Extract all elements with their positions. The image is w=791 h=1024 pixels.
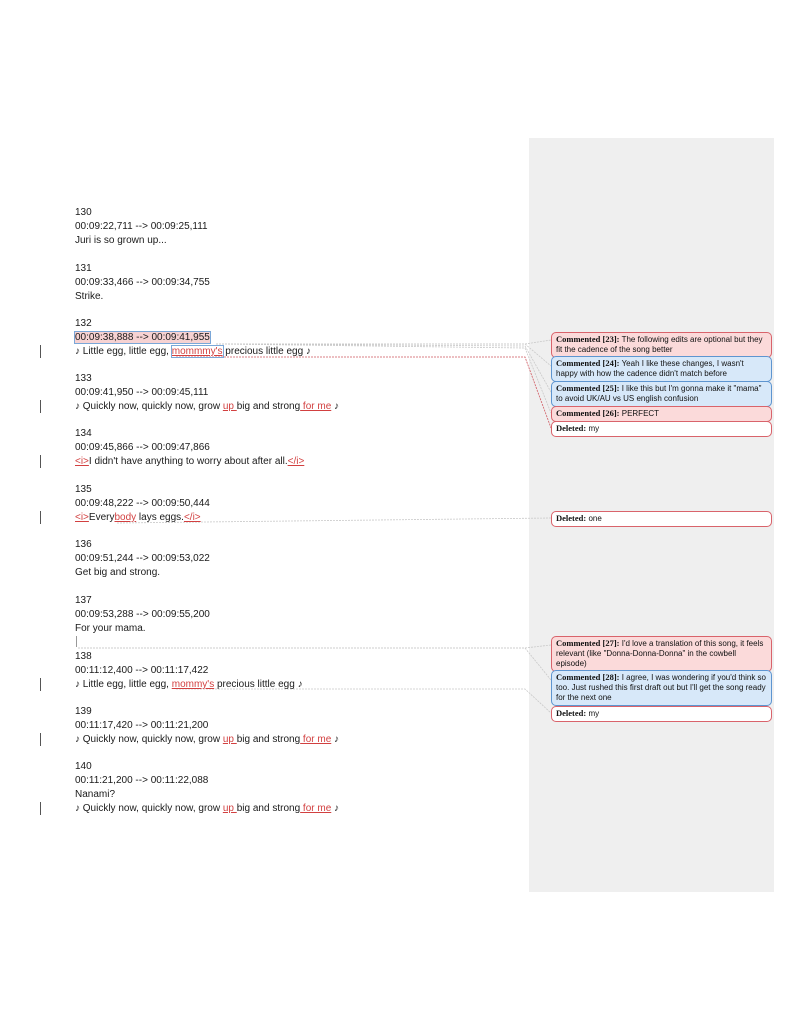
entry-text[interactable]: ♪ Quickly now, quickly now, grow up big and strong for me ♪ — [75, 401, 340, 412]
subtitle-entry — [75, 483, 210, 525]
entry-text[interactable]: ♪ Little egg, little egg, mommmy's precious little egg ♪ — [75, 346, 311, 357]
entry-text[interactable]: Nanami? — [75, 789, 116, 800]
entry-text[interactable]: For your mama. — [75, 623, 146, 634]
subtitle-entry — [75, 705, 339, 747]
entry-timecode[interactable]: 00:11:21,200 --> 00:11:22,088 — [75, 775, 209, 786]
entry-number: 130 — [75, 207, 92, 218]
subtitle-entry — [75, 317, 311, 359]
entry-timecode[interactable]: 00:11:17,420 --> 00:11:21,200 — [75, 720, 209, 731]
entry-number: 137 — [75, 595, 92, 606]
inserted-text: </i> — [183, 512, 201, 523]
deletion-balloon[interactable] — [551, 706, 772, 722]
entry-timecode[interactable]: 00:09:45,866 --> 00:09:47,866 — [75, 442, 210, 453]
subtitle-entry — [75, 372, 339, 414]
entry-text[interactable]: Get big and strong. — [75, 567, 161, 578]
text-cursor — [76, 636, 77, 647]
comment-label: Commented [24]: — [556, 358, 620, 368]
comment-text: I like this but I'm gonna make it "mama" to avoid UK/AU vs US english confusion — [556, 384, 762, 403]
entry-number: 138 — [75, 651, 92, 662]
inserted-text: body — [114, 512, 137, 523]
subtitle-entry — [75, 760, 339, 816]
entry-text[interactable]: <i>I didn't have anything to worry about after all.</i> — [75, 456, 305, 467]
inserted-text: for me — [300, 401, 332, 412]
inserted-text: for me — [300, 803, 332, 814]
deletion-balloon[interactable] — [551, 421, 772, 437]
entry-number: 131 — [75, 263, 92, 274]
comment-label: Commented [28]: — [556, 672, 620, 682]
entry-text[interactable]: Juri is so grown up... — [75, 235, 167, 246]
change-bar — [40, 511, 41, 524]
comment-text: I'd love a translation of this song, it feels relevant (like "Donna-Donna-Donna" in the cowbell episode) — [556, 639, 764, 668]
comment-balloon[interactable] — [551, 356, 772, 382]
inserted-text: </i> — [287, 456, 305, 467]
subtitle-entry — [75, 206, 208, 248]
subtitle-entry — [75, 594, 210, 636]
inserted-text: mommy's — [171, 679, 215, 690]
deletion-balloon[interactable] — [551, 511, 772, 527]
entry-timecode[interactable] — [75, 331, 311, 345]
comment-label: Commented [27]: — [556, 638, 620, 648]
inserted-text: <i> — [75, 456, 89, 467]
inserted-text: <i> — [75, 512, 89, 523]
deleted-text: my — [588, 424, 600, 433]
entry-number: 140 — [75, 761, 92, 772]
entry-number: 133 — [75, 373, 92, 384]
inserted-text: up — [222, 803, 237, 814]
entry-timecode[interactable]: 00:09:48,222 --> 00:09:50,444 — [75, 498, 210, 509]
inserted-text: mommmy's — [171, 346, 223, 357]
subtitle-entry — [75, 538, 210, 580]
change-bar — [40, 802, 41, 815]
entry-text[interactable]: ♪ Quickly now, quickly now, grow up big and strong for me ♪ — [75, 803, 340, 814]
commented-timecode[interactable]: 00:09:38,888 --> 00:09:41,955 — [75, 332, 210, 343]
comment-text: I agree, I was wondering if you'd think so too. Just rushed this first draft out but I'll get the song ready for the next one — [556, 673, 767, 702]
comment-label: Commented [25]: — [556, 383, 620, 393]
subtitle-entry — [75, 427, 304, 469]
deleted-text: one — [588, 514, 602, 523]
comment-text: Yeah I like these changes, I wasn't happy with how the cadence didn't match before — [556, 359, 744, 378]
entry-number: 139 — [75, 706, 92, 717]
deletion-label: Deleted: — [556, 708, 587, 718]
entry-number: 134 — [75, 428, 92, 439]
change-bar — [40, 400, 41, 413]
entry-timecode[interactable]: 00:09:41,950 --> 00:09:45,111 — [75, 387, 209, 398]
entry-timecode[interactable]: 00:09:51,244 --> 00:09:53,022 — [75, 553, 210, 564]
comment-balloon[interactable] — [551, 670, 772, 706]
change-bar — [40, 345, 41, 358]
deleted-text: my — [588, 709, 600, 718]
entry-text[interactable]: <i>Everybody lays eggs.</i> — [75, 512, 201, 523]
entry-timecode[interactable]: 00:09:22,711 --> 00:09:25,111 — [75, 221, 208, 232]
inserted-text: up — [222, 734, 237, 745]
inserted-text: up — [222, 401, 237, 412]
connector-line — [78, 645, 551, 648]
entry-number: 135 — [75, 484, 92, 495]
deletion-label: Deleted: — [556, 423, 587, 433]
change-bar — [40, 455, 41, 468]
comment-balloon[interactable] — [551, 636, 772, 672]
entry-timecode[interactable]: 00:09:53,288 --> 00:09:55,200 — [75, 609, 210, 620]
subtitle-entry — [75, 650, 303, 692]
comment-balloon[interactable] — [551, 381, 772, 407]
entry-number: 132 — [75, 318, 92, 329]
comment-label: Commented [26]: — [556, 408, 620, 418]
entry-text[interactable]: ♪ Little egg, little egg, mommy's precious little egg ♪ — [75, 679, 303, 690]
comment-text: PERFECT — [621, 409, 660, 418]
entry-text[interactable]: ♪ Quickly now, quickly now, grow up big and strong for me ♪ — [75, 734, 340, 745]
change-bar — [40, 733, 41, 746]
comment-text: The following edits are optional but they fit the cadence of the song better — [556, 335, 763, 354]
deletion-label: Deleted: — [556, 513, 587, 523]
entry-timecode[interactable]: 00:09:33,466 --> 00:09:34,755 — [75, 277, 210, 288]
comment-balloon[interactable] — [551, 406, 772, 422]
entry-number: 136 — [75, 539, 92, 550]
change-bar — [40, 678, 41, 691]
comment-label: Commented [23]: — [556, 334, 620, 344]
entry-text[interactable]: Strike. — [75, 291, 104, 302]
entry-timecode[interactable]: 00:11:12,400 --> 00:11:17,422 — [75, 665, 209, 676]
comment-balloon[interactable] — [551, 332, 772, 358]
subtitle-entry — [75, 262, 210, 304]
inserted-text: for me — [300, 734, 332, 745]
